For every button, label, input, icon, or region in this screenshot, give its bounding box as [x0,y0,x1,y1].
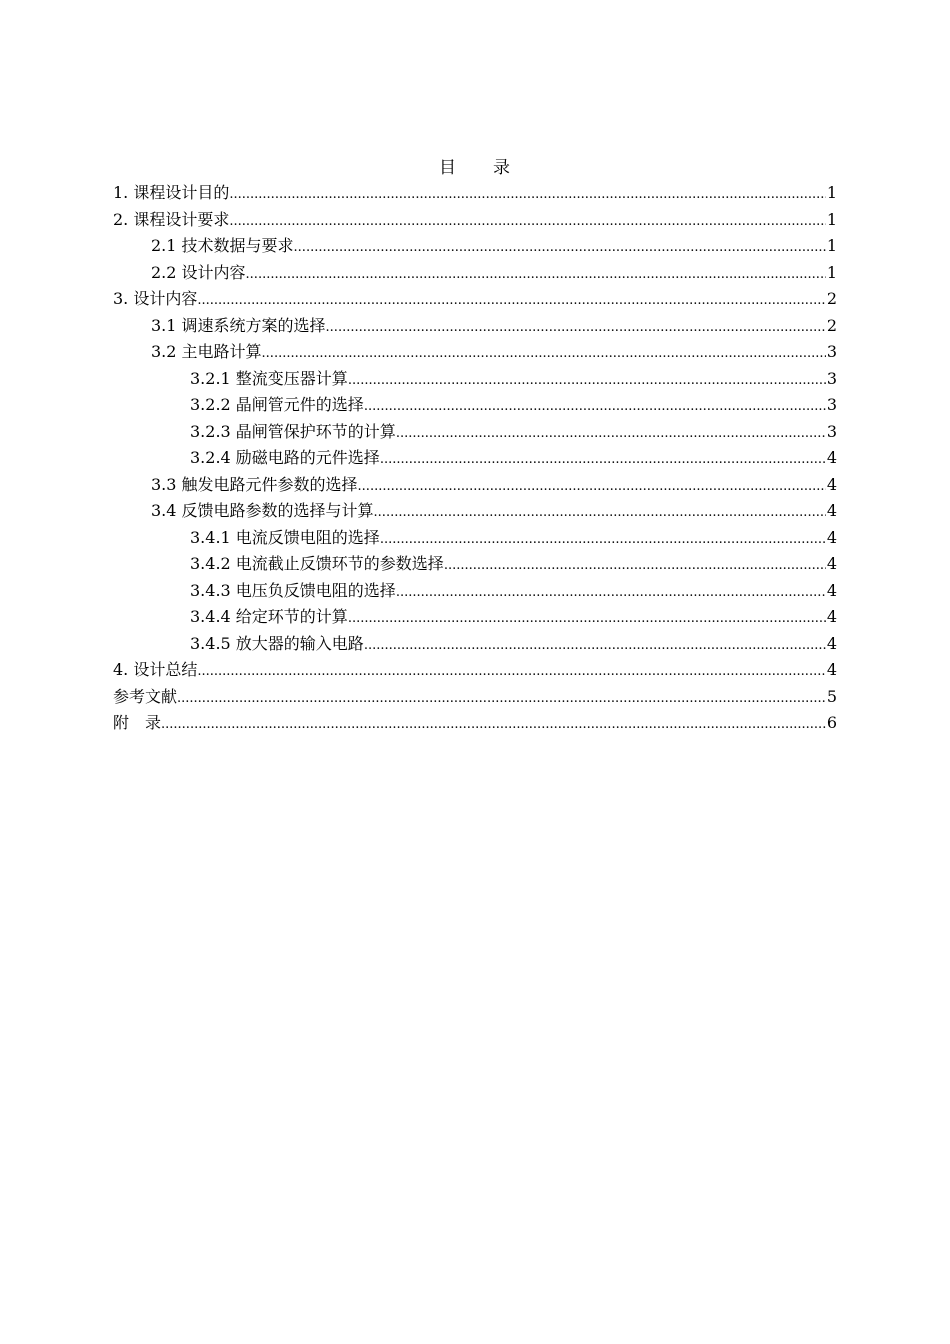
toc-leader-dots [197,286,825,315]
toc-entry-label: 2.2 设计内容 [151,262,246,282]
toc-entry[interactable] [113,207,837,234]
toc-entry-page: 4 [826,448,837,467]
toc-entry-label: 3.4.2 电流截止反馈环节的参数选择 [190,554,444,573]
toc-leader-dots [326,313,826,342]
toc-leader-dots [358,472,826,501]
toc-entry-label: 2. 课程设计要求 [113,209,230,229]
toc-entry[interactable] [113,286,837,313]
toc-entry[interactable] [113,339,837,366]
toc-leader-dots [364,392,826,421]
toc-entry[interactable] [113,445,837,472]
toc-entry-label: 3.4.5 放大器的输入电路 [190,633,364,653]
toc-leader-dots [197,657,825,686]
toc-entry-label: 3.4 反馈电路参数的选择与计算 [151,501,374,520]
toc-entry-label: 3.2.1 整流变压器计算 [190,368,348,388]
toc-entry-page: 4 [826,474,837,494]
toc-entry[interactable] [113,578,837,605]
toc-entry-page: 4 [826,660,837,679]
toc-leader-dots [396,578,826,607]
toc-entry-label: 3.2.4 励磁电路的元件选择 [190,448,380,467]
toc-entry[interactable] [113,180,837,207]
toc-leader-dots [262,339,826,368]
toc-entry-label: 3. 设计内容 [113,289,198,308]
toc-entry-page: 4 [826,633,837,653]
toc-leader-dots [348,604,826,633]
toc-leader-dots [294,233,826,262]
toc-entry-page: 4 [826,607,837,626]
toc-entry-page: 4 [826,501,837,520]
toc-entry-page: 3 [826,368,837,388]
toc-title: 目 录 [439,158,511,178]
toc-entry[interactable] [113,604,837,631]
toc-entry[interactable] [113,472,837,499]
toc-entry-label: 3.2.3 晶闸管保护环节的计算 [190,421,396,441]
toc-leader-dots [364,631,826,660]
toc-entry-page: 3 [826,342,837,361]
toc-entry[interactable] [113,684,837,711]
toc-entry[interactable] [113,260,837,287]
toc-entry-label: 2.1 技术数据与要求 [151,236,294,255]
toc-entry-page: 4 [826,554,837,573]
toc-entry-label: 3.4.1 电流反馈电阻的选择 [190,527,380,547]
toc-entry[interactable] [113,710,837,737]
toc-entry-page: 2 [826,315,837,335]
toc-leader-dots [177,684,826,713]
toc-leader-dots [396,419,826,448]
toc-entry[interactable] [113,525,837,552]
toc-entry-label: 1. 课程设计目的 [113,183,230,202]
toc-leader-dots [229,180,825,209]
toc-entry-page: 5 [826,686,837,706]
toc-entry-label: 附 录 [113,713,162,732]
toc-entry-page: 4 [826,527,837,547]
toc-entry-page: 3 [826,395,837,414]
toc-entry-page: 1 [826,236,837,255]
toc-leader-dots [229,207,825,236]
toc-entry-page: 6 [826,713,837,732]
toc-entry[interactable] [113,366,837,393]
toc-entry[interactable] [113,313,837,340]
toc-leader-dots [380,445,826,474]
toc-entry[interactable] [113,392,837,419]
toc-leader-dots [348,366,826,395]
toc-leader-dots [380,525,826,554]
toc-entry-page: 2 [826,289,837,308]
toc-leader-dots [161,710,826,739]
toc-entry-label: 参考文献 [113,686,178,706]
toc-entry[interactable] [113,419,837,446]
toc-entry-label: 3.4.3 电压负反馈电阻的选择 [190,580,396,600]
toc-entry-label: 3.1 调速系统方案的选择 [151,315,326,335]
toc-list [113,180,837,737]
toc-entry[interactable] [113,551,837,578]
toc-entry-label: 4. 设计总结 [113,660,198,679]
toc-entry[interactable] [113,498,837,525]
toc-entry-page: 3 [826,421,837,441]
toc-entry-label: 3.3 触发电路元件参数的选择 [151,474,358,494]
toc-entry[interactable] [113,233,837,260]
toc-entry-page: 1 [826,183,837,202]
toc-entry-label: 3.2.2 晶闸管元件的选择 [190,395,364,414]
toc-entry-label: 3.4.4 给定环节的计算 [190,607,348,626]
toc-leader-dots [444,551,826,580]
toc-entry[interactable] [113,657,837,684]
toc-entry-page: 1 [826,262,837,282]
toc-entry[interactable] [113,631,837,658]
toc-leader-dots [246,260,826,289]
toc-entry-page: 4 [826,580,837,600]
toc-leader-dots [374,498,826,527]
toc-entry-label: 3.2 主电路计算 [151,342,262,361]
toc-entry-page: 1 [826,209,837,229]
